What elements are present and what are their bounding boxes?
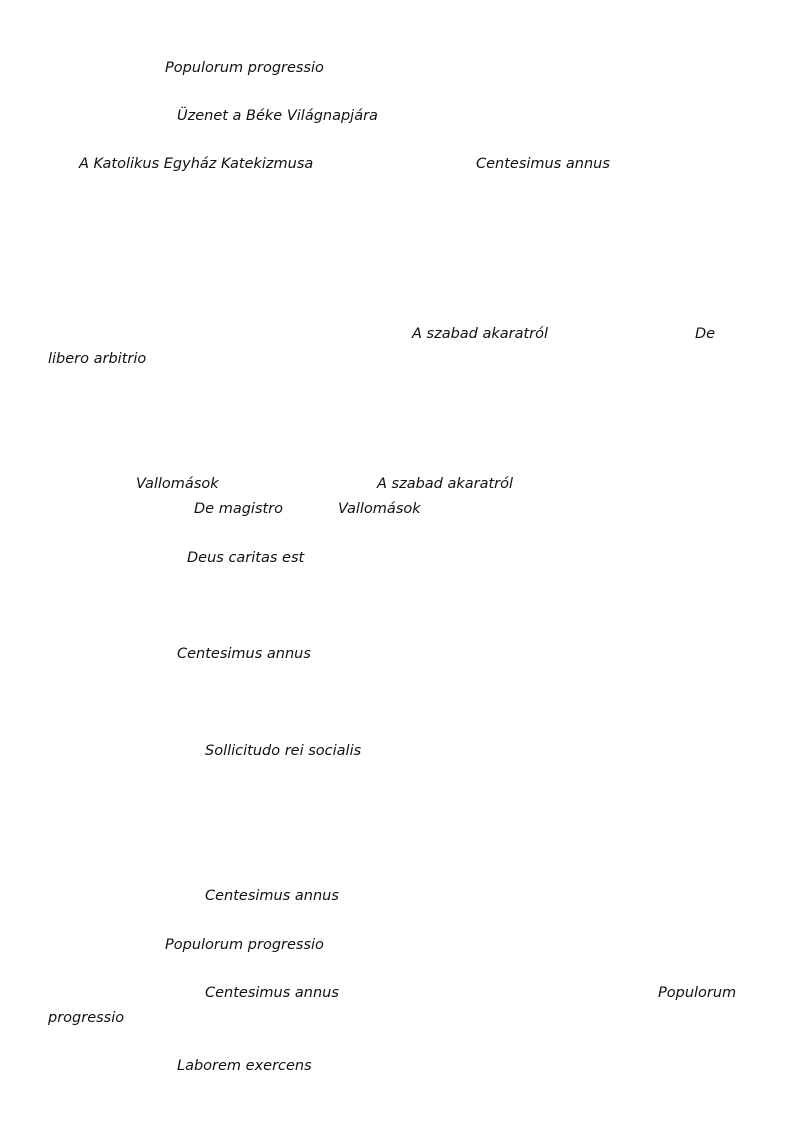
title-reference: Centesimus annus (177, 646, 311, 662)
title-reference: A szabad akaratról (377, 476, 514, 492)
title-reference: Centesimus annus (205, 888, 339, 904)
title-reference: Üzenet a Béke Világnapjára (177, 108, 378, 124)
title-reference: progressio (48, 1010, 125, 1026)
title-reference: Centesimus annus (476, 156, 610, 172)
title-reference: Vallomások (338, 501, 421, 517)
title-reference: A Katolikus Egyház Katekizmusa (79, 156, 314, 172)
title-reference: Populorum (658, 985, 737, 1001)
title-reference: De (695, 326, 716, 342)
title-reference: Sollicitudo rei socialis (205, 743, 362, 759)
title-reference: A szabad akaratról (412, 326, 549, 342)
title-reference: Laborem exercens (177, 1058, 312, 1074)
title-reference: libero arbitrio (48, 351, 147, 367)
title-reference: Centesimus annus (205, 985, 339, 1001)
title-reference: Vallomások (136, 476, 219, 492)
title-reference: Populorum progressio (165, 60, 324, 76)
title-reference: De magistro (194, 501, 284, 517)
title-reference: Deus caritas est (187, 550, 305, 566)
title-reference: Populorum progressio (165, 937, 324, 953)
